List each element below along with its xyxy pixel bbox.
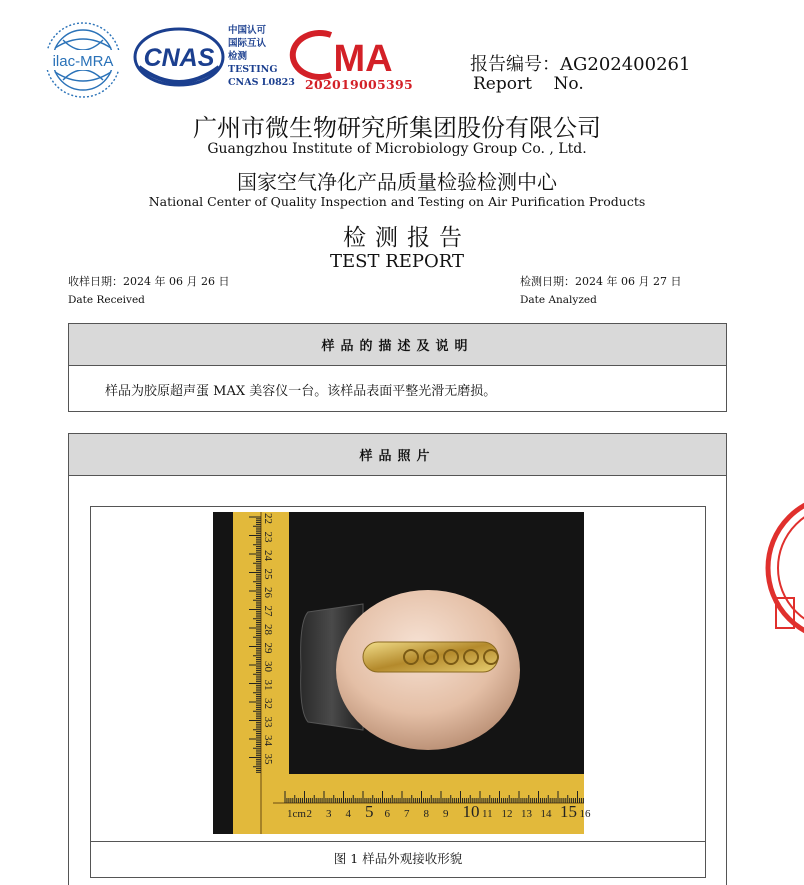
report-number-cn: 报告编号：AG202400261 [470,54,691,75]
sample-description-section [68,323,727,412]
cnas-cn-line-1: 中国认可 [228,25,267,36]
cnas-logo [133,27,225,87]
ruler-vertical-label: 29 [262,642,274,654]
ruler-vertical-label: 35 [262,753,274,765]
ruler-horizontal-label: 7 [404,808,410,820]
ruler-vertical-label: 23 [262,531,274,543]
ruler-vertical-label: 25 [262,568,274,580]
ruler-horizontal-label: 8 [423,808,429,820]
ruler-horizontal-label: 13 [521,808,532,820]
institute-name-cn: 广州市微生物研究所集团股份有限公司 [193,114,601,142]
ruler-vertical-label: 28 [262,624,274,635]
ruler-horizontal-label: 3 [326,808,332,820]
sample-photo-heading: 样品照片 [69,434,726,476]
cnas-en-line-2: CNAS L0823 [228,77,295,88]
institute-name-en: Guangzhou Institute of Microbiology Group Co. , Ltd. [207,141,587,157]
cma-logo-text: MA [333,38,393,80]
report-title-cn: 检测报告 [343,225,471,251]
cnas-en-line-1: TESTING [228,64,278,75]
photo-caption-divider [91,841,705,842]
cma-number: 202019005395 [305,77,413,92]
date-received-en: Date Received [68,294,145,306]
cnas-logo-text: CNAS [143,44,215,72]
sample-description-heading: 样品的描述及说明 [69,324,726,366]
ruler-vertical-label: 33 [262,716,274,728]
ruler-vertical-label: 30 [262,661,274,672]
ruler-horizontal-label: 4 [345,808,351,820]
center-name-cn: 国家空气净化产品质量检验检测中心 [237,170,557,194]
ruler-vertical-label: 26 [262,587,274,598]
ruler-horizontal-label: 12 [501,808,513,820]
ruler-vertical-label: 31 [262,679,274,691]
ruler-horizontal-label: 14 [540,808,552,820]
photo-caption: 图 1 样品外观接收形貌 [333,851,463,866]
ruler-horizontal-label: 1cm [287,808,306,820]
ilac-logo-text: ilac-MRA [52,53,114,70]
date-analyzed-cn: 检测日期：2024 年 06 月 27 日 [520,275,682,288]
ruler-horizontal-label: 16 [579,808,591,820]
ruler-horizontal-label: 2 [306,808,312,820]
cnas-cn-line-2: 国际互认 [228,38,267,49]
ruler-vertical-label: 34 [262,735,274,746]
date-analyzed-en: Date Analyzed [520,294,597,306]
ruler-horizontal-label: 6 [384,808,390,820]
ruler-vertical-label: 32 [262,698,274,709]
ruler-horizontal-label: 5 [365,802,374,821]
report-number-en: Report No. [473,74,584,94]
ruler-vertical-label: 22 [262,513,274,524]
inspection-stamp [760,488,794,648]
ruler-horizontal-label: 11 [482,808,493,820]
sample-description-text: 样品为胶原超声蛋 MAX 美容仪一台。该样品表面平整光滑无磨损。 [105,384,497,399]
cnas-cn-line-3: 检测 [228,51,248,62]
date-received-cn: 收样日期：2024 年 06 月 26 日 [68,275,230,288]
ruler-horizontal-label: 10 [462,802,480,821]
ilac-mra-logo [41,20,125,100]
cnas-accreditation-text [228,24,295,89]
center-name-en: National Center of Quality Inspection and Testing on Air Purification Products [148,194,646,209]
ruler-horizontal-label: 15 [560,802,577,821]
sample-photo [213,512,591,834]
ruler-vertical-label: 24 [262,550,274,561]
report-title-en: TEST REPORT [329,251,464,272]
ruler-horizontal-label: 9 [443,808,449,820]
ruler-vertical-label: 27 [262,605,274,617]
